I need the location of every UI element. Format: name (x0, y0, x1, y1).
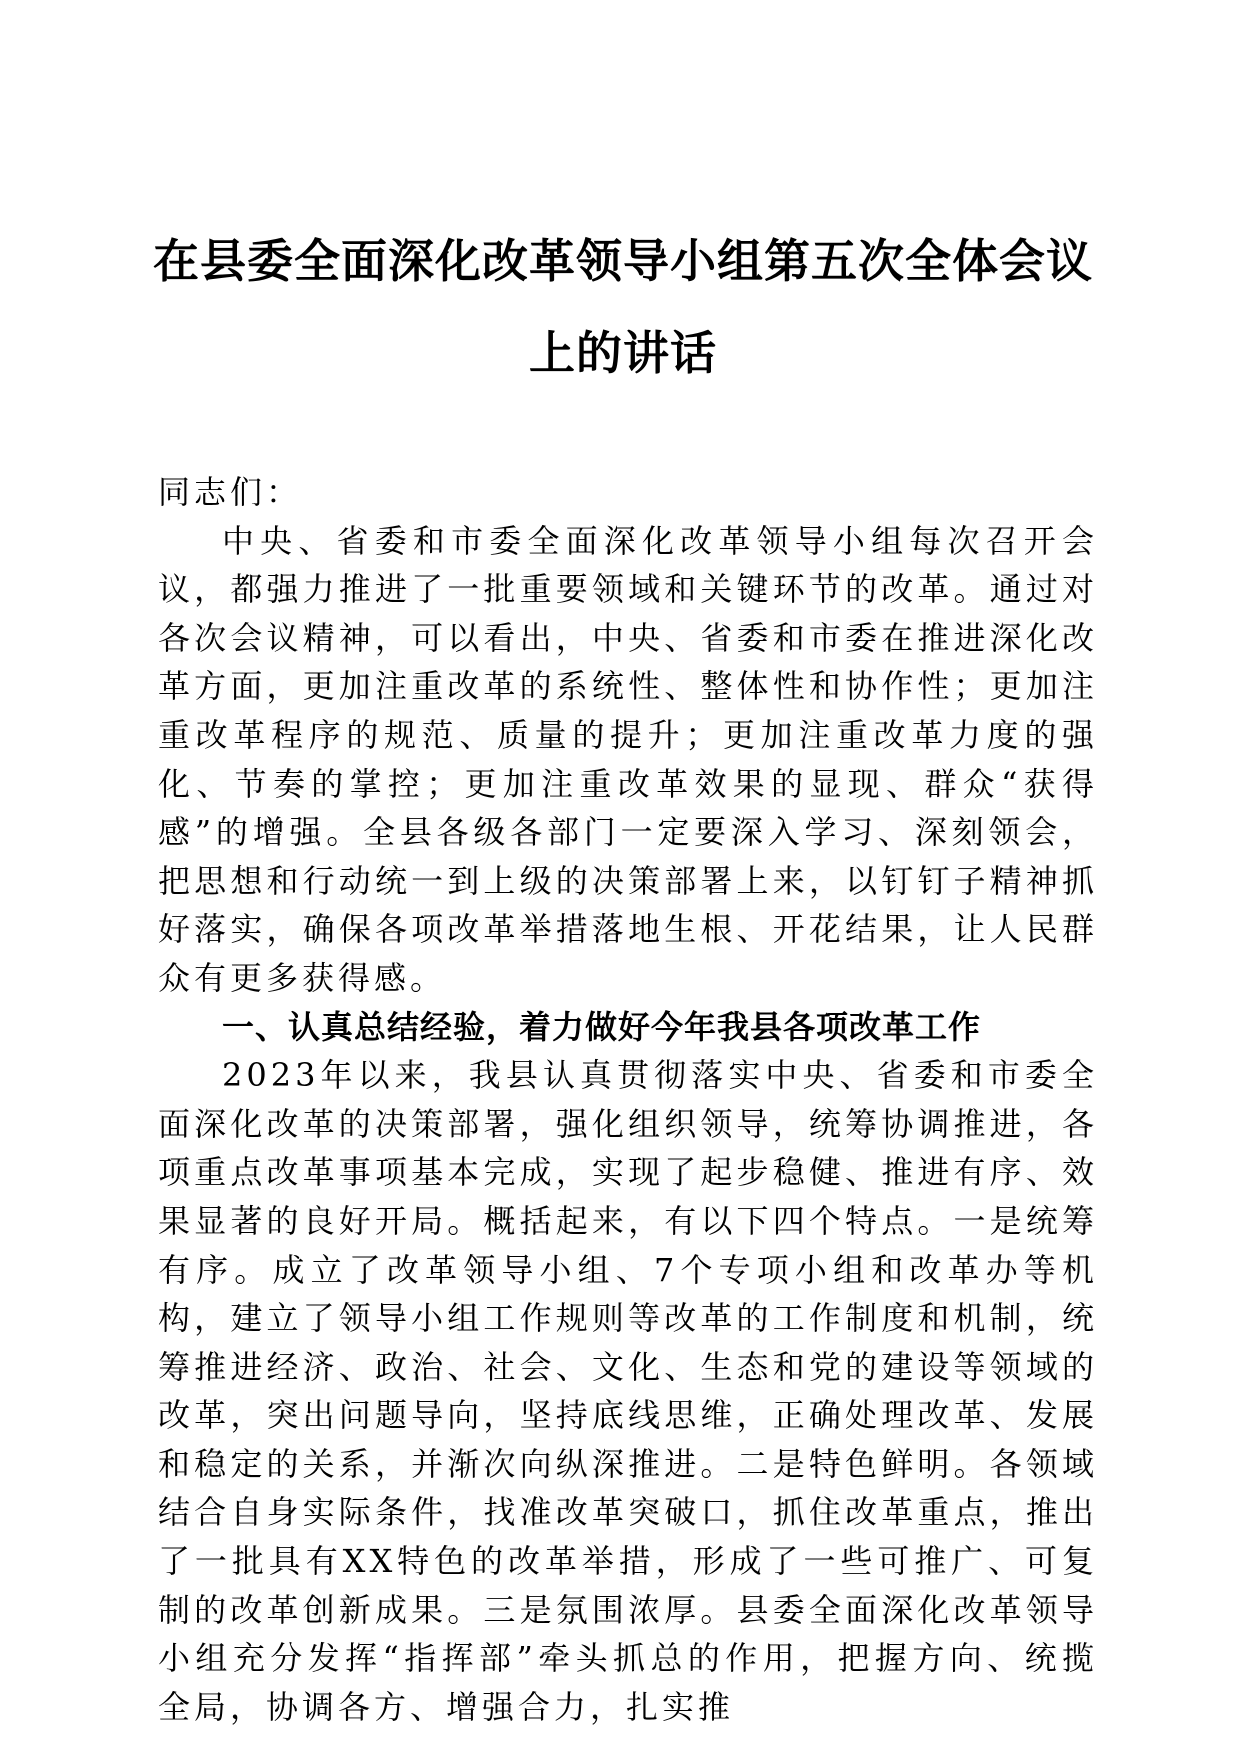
document-title (148, 215, 1098, 399)
document-body (158, 468, 1098, 1731)
paragraph-section-1: 2023年以来，我县认真贯彻落实中央、省委和市委全面深化改革的决策部署，强化组织领导，统筹协调推进，各项重点改革事项基本完成，实现了起步稳健、推进有序、效果显著的良好开局。概括起来，有以下四个特点。一是统筹有序。成立了改革领导小组、7个专项小组和改革办等机构，建立了领导小组工作规则等改革的工作制度和机制，统筹推进经济、政治、社会、文化、生态和党的建设等领域的改革，突出问题导向，坚持底线思维，正确处理改革、发展和稳定的关系，并渐次向纵深推进。二是特色鲜明。各领域结合自身实际条件，找准改革突破口，抓住改革重点，推出了一批具有XX特色的改革举措，形成了一些可推广、可复制的改革创新成果。三是氛围浓厚。县委全面深化改革领导小组充分发挥“指挥部”牵头抓总的作用，把握方向、统揽全局，协调各方、增强合力，扎实推 (158, 1056, 1098, 1726)
salutation: 同志们： (158, 473, 303, 511)
paragraph-intro: 中央、省委和市委全面深化改革领导小组每次召开会议，都强力推进了一批重要领域和关键环节的改革。通过对各次会议精神，可以看出，中央、省委和市委在推进深化改革方面，更加注重改革的系统性、整体性和协作性；更加注重改革程序的规范、质量的提升；更加注重改革力度的强化、节奏的掌控；更加注重改革效果的显现、群众“获得感”的增强。全县各级各部门一定要深入学习、深刻领会，把思想和行动统一到上级的决策部署上来，以钉钉子精神抓好落实，确保各项改革举措落地生根、开花结果，让人民群众有更多获得感。 (158, 521, 1098, 997)
title-line-2: 上的讲话 (529, 326, 717, 380)
title-line-1: 在县委全面深化改革领导小组第五次全体会议 (153, 234, 1093, 288)
section-heading-1: 一、认真总结经验，着力做好今年我县各项改革工作 (222, 1007, 982, 1046)
